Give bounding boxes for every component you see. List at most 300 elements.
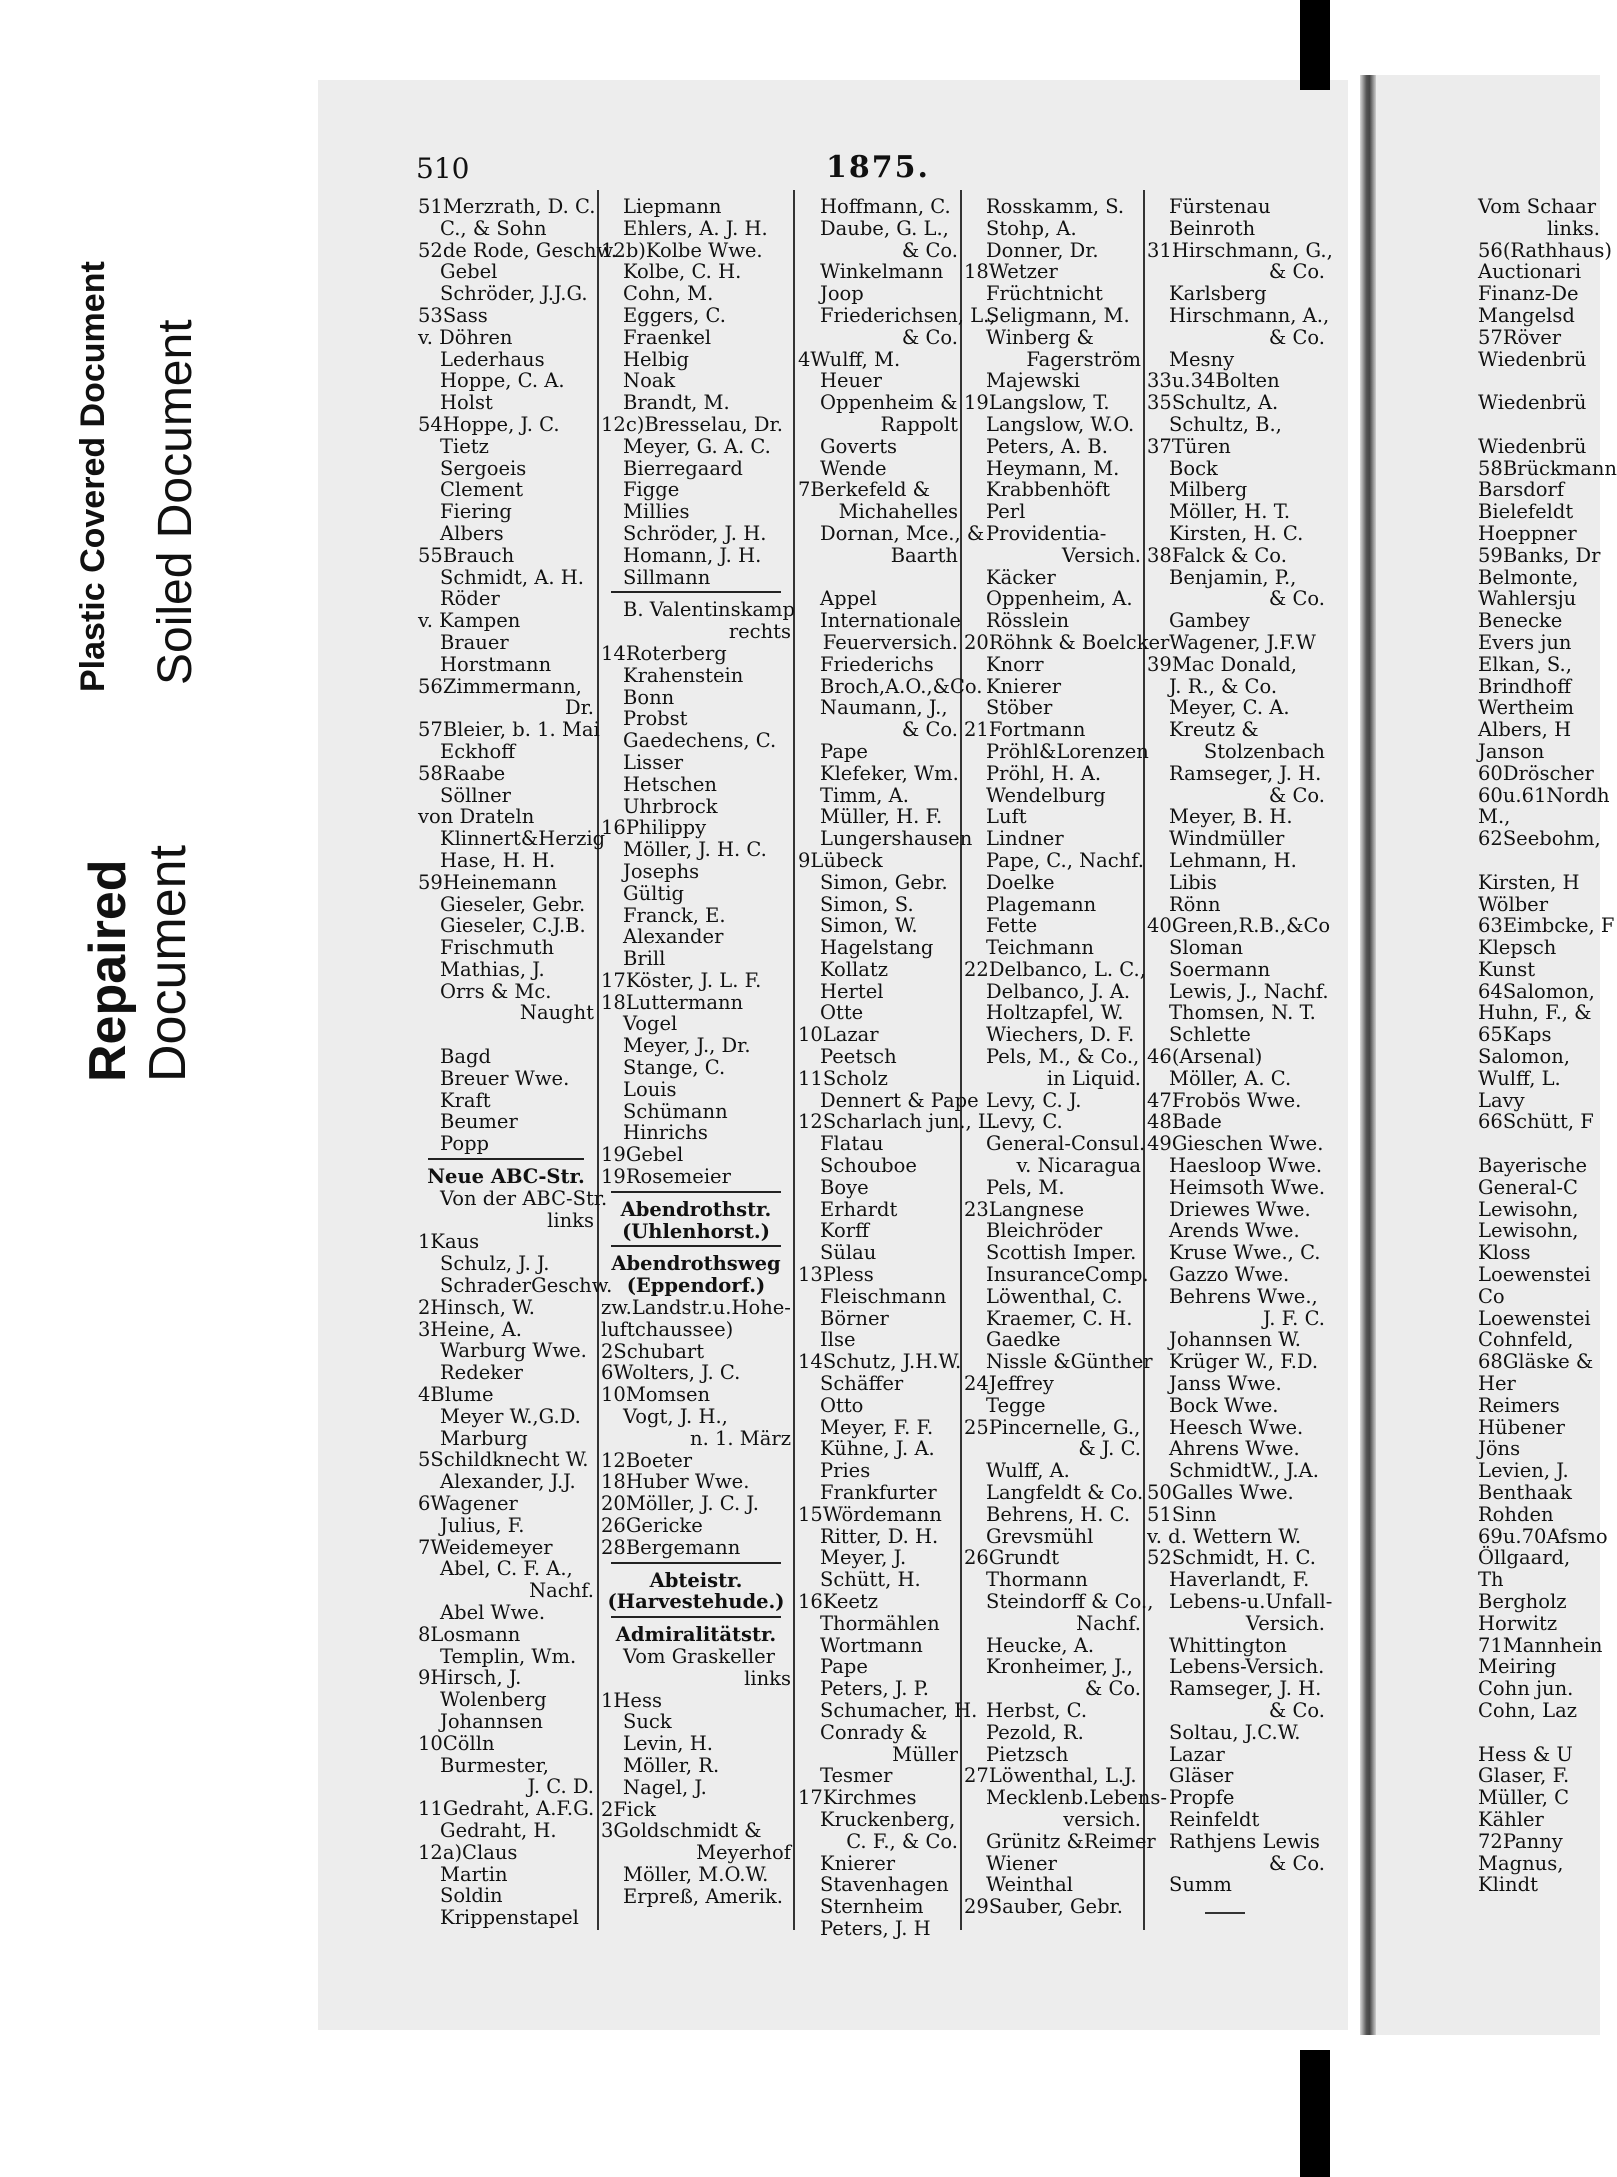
directory-entry: Simon, Gebr. [820,870,948,894]
directory-entry: & Co. [1268,260,1325,284]
binder-clip-bottom [1300,2050,1330,2177]
directory-entry: 20Möller, J. C. J. [601,1492,759,1516]
directory-entry: Klefeker, Wm. [820,761,959,785]
directory-entry: 17Köster, J. L. F. [601,968,762,992]
directory-entry: 18Luttermann [601,990,744,1014]
directory-entry: 58Raabe [418,761,506,785]
directory-entry: 15Wördemann [798,1502,942,1526]
directory-entry: 26Gericke [601,1514,703,1538]
directory-entry: Windmüller [1169,827,1285,851]
directory-entry: Lewisohn, [1478,1197,1579,1221]
directory-entry: Kraemer, C. H. [986,1306,1133,1330]
directory-entry: Öllgaard, [1478,1546,1571,1570]
directory-entry: Kronheimer, J., [986,1655,1133,1679]
directory-entry: 8Losmann [418,1622,521,1646]
directory-entry: Krahenstein [623,663,744,687]
directory-entry: 12Scharlach jun., L. [798,1110,998,1134]
directory-entry: & Co. [901,718,958,742]
directory-entry: Cohnfeld, [1478,1328,1574,1352]
directory-entry: Behrens Wwe., [1169,1284,1318,1308]
directory-entry: Daube, G. L., [820,216,949,240]
directory-entry: Oppenheim, A. [986,587,1133,611]
directory-entry: Soldin [440,1884,503,1908]
directory-entry: Summ [1169,1873,1232,1897]
directory-entry: Scottish Imper. [986,1241,1137,1265]
directory-entry: Knorr [986,652,1044,676]
directory-entry: Nagel, J. [623,1775,707,1799]
directory-entry: Naumann, J., [820,696,948,720]
directory-entry: Levy, C. J. [986,1088,1082,1112]
directory-entry: Schröder, J.J.G. [440,282,588,306]
directory-entry: Wortmann [820,1633,923,1657]
directory-entry: 17Kirchmes [798,1786,917,1810]
directory-entry: Tegge [986,1393,1046,1417]
directory-entry: Johannsen [440,1709,543,1733]
directory-entry: Pröhl&Lorenzen [986,739,1149,763]
directory-entry: Wagener, J.F.W [1169,630,1316,654]
directory-entry: 3Goldschmidt & [601,1819,762,1843]
directory-entry: & J. C. [1078,1437,1141,1461]
directory-entry: 51Sinn [1147,1502,1217,1526]
directory-entry: Cohn, Laz [1478,1698,1578,1722]
directory-entry: Lederhaus [440,347,545,371]
directory-entry: J. R., & Co. [1169,674,1278,698]
directory-entry: Seligmann, M. [986,303,1130,327]
directory-entry: Lungershausen [820,827,973,851]
directory-entry: Levy, C. [986,1110,1063,1134]
directory-entry: Friederichs [820,652,934,676]
directory-entry: Suck [623,1710,672,1734]
directory-entry: Söllner [440,783,511,807]
directory-entry: Früchtnicht [986,282,1103,306]
directory-entry: Möller, R. [623,1753,720,1777]
directory-entry: Rathjens Lewis [1169,1829,1320,1853]
directory-entry: Arends Wwe. [1169,1219,1300,1243]
column-rule-2 [793,190,795,1930]
directory-entry: 7Weidemeyer [418,1535,553,1559]
directory-entry: Wiedenbrü [1478,434,1587,458]
directory-entry: Mecklenb.Lebens- [986,1786,1167,1810]
directory-entry: Kruse Wwe., C. [1169,1241,1321,1265]
directory-entry: Jöns [1478,1437,1521,1461]
directory-entry: 56(Rathhaus) [1478,238,1612,262]
directory-entry: Broch,A.O.,&Co. [820,674,983,698]
directory-entry: 29Sauber, Gebr. [964,1895,1123,1919]
directory-entry: Heucke, A. [986,1633,1095,1657]
directory-entry: Stöber [986,696,1053,720]
directory-entry: Meyer, G. A. C. [623,434,771,458]
plastic-covered-text: Plastic Covered Document [74,261,112,692]
directory-entry: 19Gebel [601,1143,684,1167]
entry-separator [611,1191,781,1193]
directory-entry: Ahrens Wwe. [1169,1437,1300,1461]
directory-entry: Holtzapfel, W. [986,1001,1124,1025]
directory-entry: Julius, F. [440,1513,525,1537]
directory-entry: 51Merzrath, D. C. [418,195,596,218]
directory-entry: C., & Sohn [440,216,547,240]
directory-entry: Otto [820,1393,864,1417]
blank-line [1478,414,1600,436]
directory-entry: 10Momsen [601,1383,711,1407]
directory-entry: 40Green,R.B.,&Co [1147,914,1331,938]
directory-entry: Möller, J. H. C. [623,838,767,862]
directory-entry: Lebens-Versich. [1169,1655,1325,1679]
directory-entry: Meyer, F. F. [820,1415,934,1439]
directory-entry: Hess & U [1478,1742,1573,1766]
directory-entry: Kirsten, H. C. [1169,521,1304,545]
directory-entry: Breuer Wwe. [440,1066,570,1090]
directory-entry: B. Valentinskamp [623,598,796,622]
directory-entry: Beumer [440,1110,518,1134]
directory-entry: 54Hoppe, J. C. [418,412,560,436]
directory-entry: 12a)Claus [418,1840,518,1864]
directory-entry: & Co. [1268,783,1325,807]
directory-entry: Erpreß, Amerik. [623,1884,784,1908]
directory-entry: Wölber [1478,892,1549,916]
directory-entry: Peetsch [820,1045,897,1069]
year-heading: 1875. [826,150,930,185]
directory-entry: 63Eimbcke, F [1478,914,1615,938]
directory-entry: Reinfeldt [1169,1807,1260,1831]
directory-entry: Schumacher, H. [820,1698,978,1722]
directory-entry: Pries [820,1459,871,1483]
directory-entry: 57Bleier, b. 1. Mai [418,718,600,742]
directory-entry: Ehlers, A. J. H. [623,216,768,240]
directory-entry: Millies [623,500,690,524]
directory-entry: Pels, M., & Co., [986,1045,1140,1069]
directory-entry: Horwitz [1478,1611,1558,1635]
directory-entry: Soltau, J.C.W. [1169,1720,1301,1744]
directory-entry: Schäffer [820,1372,904,1396]
directory-entry: Lebens-u.Unfall- [1169,1590,1333,1613]
directory-entry: Weinthal [986,1873,1074,1897]
directory-entry: Pape [820,739,868,763]
directory-entry: Schouboe [820,1154,917,1178]
directory-entry: Abel Wwe. [440,1601,546,1624]
directory-entry: Gläser [1169,1764,1234,1788]
blank-line [798,567,958,589]
directory-entry: Internationale [820,609,961,633]
directory-entry: Her [1478,1372,1516,1396]
entry-separator [428,1158,584,1160]
directory-entry: Gazzo Wwe. [1169,1263,1290,1287]
directory-entry: Fürstenau [1169,195,1271,218]
directory-entry: Kähler [1478,1807,1544,1831]
book-gutter [1360,75,1376,2035]
directory-entry: Clement [440,478,524,502]
directory-entry: Martin [440,1862,508,1886]
directory-entry: 49Gieschen Wwe. [1147,1132,1324,1156]
directory-entry: Salomon, [1478,1045,1570,1069]
blank-line [1478,1722,1600,1744]
directory-entry: 56Zimmermann, [418,674,582,698]
directory-entry: Hase, H. H. [440,848,556,872]
directory-entry: Sloman [1169,936,1244,960]
directory-column-2 [601,195,796,1908]
directory-entry: Fette [986,914,1038,938]
directory-entry: Gültig [623,881,684,905]
directory-entry: Korff [820,1219,869,1243]
directory-entry: Tesmer [820,1764,893,1788]
directory-entry: Brandt, M. [623,391,730,415]
directory-entry: Kunst [1478,957,1536,981]
directory-entry: 6Wolters, J. C. [601,1361,741,1385]
directory-entry: Wahlersju [1478,587,1577,611]
directory-entry: Fraenkel [623,325,712,349]
directory-entry: Uhrbrock [623,794,718,818]
directory-entry: Gieseler, C.J.B. [440,914,586,938]
directory-entry: Sülau [820,1241,877,1265]
directory-entry: Kollatz [820,957,888,981]
directory-entry: Hoppe, C. A. [440,369,565,393]
directory-entry: 19Rosemeier [601,1165,731,1189]
directory-entry: Albers [440,521,504,545]
directory-entry: Mesny [1169,347,1235,371]
directory-entry: Wiedenbrü [1478,391,1587,415]
directory-entry: 11Gedraht, A.F.G. [418,1797,595,1821]
directory-entry: Peters, J. H [820,1916,931,1940]
entry-separator [611,1616,781,1618]
directory-entry: Thormählen [820,1611,940,1635]
directory-entry: v. Kampen [418,609,521,633]
directory-entry: Heymann, M. [986,456,1120,480]
directory-entry: Wolenberg [440,1688,547,1712]
directory-entry: & Co. [1084,1677,1141,1701]
blank-line [1478,1133,1600,1155]
directory-entry: Reimers [1478,1393,1560,1417]
directory-entry: Friederichsen, L., [820,303,996,327]
directory-entry: Grevsmühl [986,1524,1094,1548]
directory-entry: Perl [986,500,1026,524]
directory-entry: n. 1. März [690,1426,791,1450]
directory-entry: 25Pincernelle, G., [964,1415,1141,1439]
directory-entry: Schulz, J. J. [440,1252,550,1276]
directory-entry: C. F., & Co. [846,1829,958,1853]
directory-entry: Janss Wwe. [1169,1372,1282,1396]
directory-entry: InsuranceComp. [986,1263,1149,1287]
directory-entry: Louis [623,1077,677,1101]
directory-entry: Redeker [440,1361,523,1385]
directory-entry: Löwenthal, C. [986,1284,1123,1308]
directory-entry: Loewenstei [1478,1306,1591,1330]
directory-entry: Benthaak [1478,1481,1572,1505]
directory-column-1 [418,195,618,1930]
directory-entry: Driewes Wwe. [1169,1197,1311,1221]
directory-entry: J. C. D. [527,1775,594,1799]
directory-column-5 [1147,195,1333,1897]
directory-entry: rechts [728,620,791,644]
directory-entry: Timm, A. [820,783,909,807]
directory-entry: SchmidtW., J.A. [1169,1459,1319,1483]
blank-line [1478,370,1600,392]
directory-entry: Hübener [1478,1415,1566,1439]
directory-entry: Kraft [440,1088,491,1112]
directory-entry: Rönn [1169,892,1221,916]
directory-entry: 20Röhnk & Boelcker [964,630,1170,654]
directory-entry: Haesloop Wwe. [1169,1154,1323,1178]
street-heading: Neue ABC-Str. [427,1165,585,1189]
directory-entry: 1Hess [601,1688,662,1712]
directory-entry: Rohden [1478,1502,1554,1526]
directory-entry: Dornan, Mce., & [820,521,985,545]
directory-entry: Gieseler, Gebr. [440,892,586,916]
directory-entry: Holst [440,391,493,415]
directory-entry: Propfe [1169,1786,1235,1810]
directory-entry: Hinrichs [623,1121,708,1145]
directory-entry: Fiering [440,500,512,524]
directory-entry: 71Mannhein [1478,1633,1603,1657]
directory-entry: 59Banks, Dr [1478,543,1601,567]
entry-separator [611,591,781,593]
directory-entry: Behrens, H. C. [986,1502,1131,1526]
directory-entry: Th [1478,1568,1504,1592]
directory-entry: Stange, C. [623,1056,726,1080]
directory-entry: Elkan, S., [1478,652,1572,676]
directory-entry: Lavy [1478,1088,1525,1112]
directory-entry: 12c)Bresselau, Dr. [601,412,783,436]
directory-entry: Winkelmann [820,260,944,284]
directory-entry: Feuerversich. [822,630,958,654]
directory-entry: Lindner [986,827,1064,851]
directory-entry: J. F. C. [1262,1306,1325,1330]
directory-entry: Eckhoff [440,739,516,763]
directory-entry: luftchaussee) [601,1317,734,1341]
directory-entry: Horstmann [440,652,552,676]
directory-entry: Kirsten, H [1478,870,1580,894]
directory-entry: Bock [1169,456,1218,480]
directory-entry: 10Lazar [798,1023,879,1047]
directory-entry: Sternheim [820,1895,924,1919]
directory-entry: Rappolt [880,412,958,436]
directory-entry: v. Nicaragua [1016,1154,1141,1178]
directory-entry: Providentia- [986,521,1107,545]
directory-entry: Barsdorf [1478,478,1565,502]
directory-entry: Heimsoth Wwe. [1169,1175,1326,1199]
directory-entry: 10Cölln [418,1731,495,1755]
directory-entry: Plagemann [986,892,1097,916]
directory-entry: & Co. [901,325,958,349]
directory-entry: Popp [440,1132,490,1156]
directory-entry: 58Brückmann [1478,456,1617,480]
directory-entry: Gedraht, H. [440,1818,557,1842]
directory-entry: Lazar [1169,1742,1225,1766]
directory-entry: Bierregaard [623,456,743,480]
column-rule-1 [597,190,599,1930]
directory-entry: Probst [623,707,688,731]
directory-entry: Bonn [623,685,675,709]
directory-entry: Delbanco, J. A. [986,979,1131,1003]
directory-entry: Abel, C. F. A., [440,1557,573,1581]
directory-entry: 3Heine, A. [418,1317,522,1341]
directory-entry: Fagerström [1026,347,1141,371]
directory-entry: Nissle &Günther [986,1350,1153,1374]
directory-entry: Frankfurter [820,1481,937,1505]
directory-entry: Noak [623,369,676,393]
directory-entry: & Co. [1268,587,1325,611]
directory-entry: 72Panny [1478,1829,1563,1853]
directory-entry: 37Türen [1147,434,1231,458]
directory-entry: Frischmuth [440,936,555,960]
directory-entry: Meyer, C. A. [1169,696,1290,720]
directory-entry: Templin, Wm. [440,1644,577,1668]
directory-entry: Müller, H. F. [820,805,943,829]
directory-entry: Conrady & [820,1720,928,1744]
directory-entry: Möller, A. C. [1169,1066,1292,1090]
directory-entry: 28Bergemann [601,1535,741,1559]
street-heading: (Harvestehude.) [607,1590,785,1614]
directory-entry: 12Boeter [601,1448,693,1472]
directory-entry: Goverts [820,434,898,458]
street-heading: (Eppendorf.) [626,1274,766,1298]
directory-entry: Versich. [1245,1611,1325,1635]
directory-entry: Meyer, J. [820,1546,907,1570]
directory-entry: Ramseger, J. H. [1169,761,1322,785]
directory-entry: Brauer [440,630,509,654]
directory-entry: Loewenstei [1478,1263,1591,1287]
directory-entry: 24Jeffrey [964,1372,1054,1396]
directory-entry: 11Scholz [798,1066,888,1090]
directory-entry: Baarth [890,543,958,567]
directory-entry: 12b)Kolbe Wwe. [601,238,763,262]
directory-entry: Wendelburg [986,783,1106,807]
directory-entry: Donner, Dr. [986,238,1099,262]
directory-entry: links [547,1208,594,1232]
directory-entry: 2Hinsch, W. [418,1295,535,1319]
directory-entry: & Co. [1268,1698,1325,1722]
directory-entry: Erhardt [820,1197,898,1221]
directory-entry: Vom Graskeller [623,1645,775,1668]
directory-entry: Möller, M.O.W. [623,1862,769,1886]
directory-entry: Vogel [623,1012,678,1036]
directory-entry: Lewis, J., Nachf. [1169,979,1329,1003]
directory-entry: Klepsch [1478,936,1557,960]
directory-entry: Stolzenbach [1203,739,1325,763]
blank-line [418,1024,594,1046]
directory-entry: Johannsen W. [1169,1328,1301,1352]
directory-entry: Lisser [623,750,684,774]
directory-entry: 66Schütt, F [1478,1110,1594,1134]
directory-entry: 19Langslow, T. [964,391,1110,415]
directory-entry: Brindhoff [1478,674,1572,698]
directory-entry: Ramseger, J. H. [1169,1677,1322,1701]
directory-entry: Meyerhof [696,1841,791,1865]
repaired-text-line1: Repaired [79,859,137,1082]
directory-entry: versich. [1063,1807,1141,1831]
directory-entry: 9Lübeck [798,848,883,872]
directory-entry: 39Mac Donald, [1147,652,1298,676]
directory-entry: Soermann [1169,957,1271,981]
directory-entry: Evers jun [1478,630,1572,654]
directory-entry: Winberg & [986,325,1094,349]
directory-entry: Mathias, J. [440,957,545,981]
directory-entry: M., [1478,805,1511,829]
directory-entry: Mangelsd [1478,303,1575,327]
directory-entry: Pezold, R. [986,1720,1084,1744]
directory-entry: Benjamin, P., [1169,565,1297,589]
directory-entry: in Liquid. [1046,1066,1141,1090]
directory-entry: Simon, S. [820,892,914,916]
entry-separator [611,1562,781,1564]
directory-entry: Kreutz & [1169,718,1259,742]
directory-entry: Börner [820,1306,889,1330]
directory-entry: Wiedenbrü [1478,347,1587,371]
directory-entry: Wertheim [1478,696,1574,720]
directory-entry: Huhn, F., & [1478,1001,1592,1025]
directory-entry: Hertel [820,979,884,1003]
directory-entry: 13Pless [798,1263,874,1287]
directory-entry: Albers, H [1478,718,1572,742]
directory-entry: 9Hirsch, J. [418,1666,522,1690]
